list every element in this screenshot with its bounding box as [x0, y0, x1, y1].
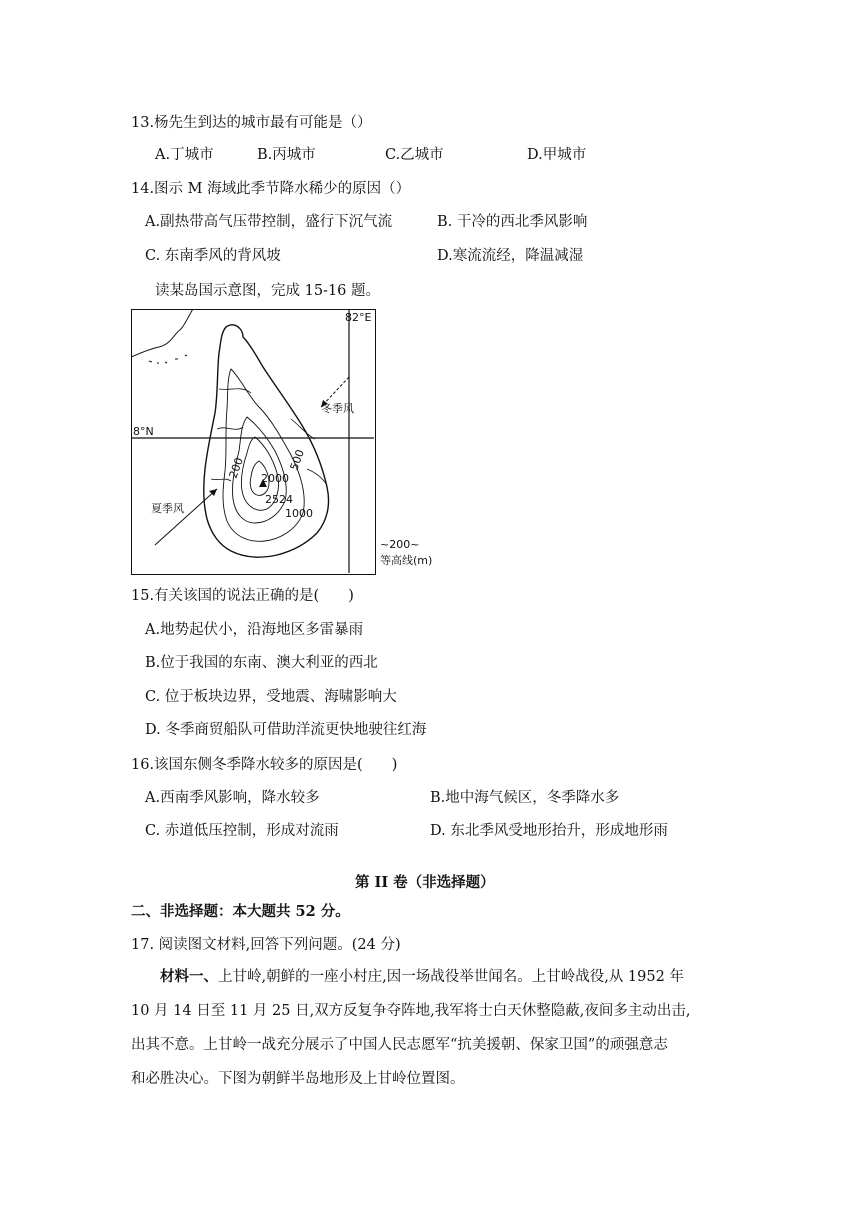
q15-option-a: A.地势起伏小，沿海地区多雷暴雨 — [145, 622, 364, 638]
q17-material-label: 材料一、 — [160, 968, 218, 985]
contour-500-label: 500 — [287, 447, 308, 473]
q13-option-d: D.甲城市 — [527, 147, 587, 163]
map-legend-label: 等高线(m) — [380, 554, 433, 567]
q14-option-c: C. 东南季风的背风坡 — [145, 248, 281, 264]
q14-option-b: B. 干冷的西北季风影响 — [437, 214, 588, 230]
peak-label: 2524 — [265, 493, 293, 506]
section2-heading: 二、非选择题：本大题共 52 分。 — [131, 903, 350, 920]
contour-1000-label: 1000 — [285, 507, 313, 520]
q16-option-a: A.西南季风影响，降水较多 — [145, 790, 320, 806]
latitude-label: 8°N — [133, 425, 154, 438]
q15-option-c: C. 位于板块边界，受地震、海啸影响大 — [145, 689, 397, 705]
q16-stem: 16.该国东侧冬季降水较多的原因是( ) — [131, 757, 398, 773]
q17-stem: 17. 阅读图文材料,回答下列问题。(24 分) — [131, 937, 401, 953]
q13-option-c: C.乙城市 — [385, 147, 444, 163]
contour-200-label: 200 — [226, 455, 247, 481]
q17-material-text-1: 上甘岭,朝鲜的一座小村庄,因一场战役举世闻名。上甘岭战役,从 1952 年 — [218, 969, 684, 985]
winter-monsoon-label: 冬季风 — [321, 402, 354, 415]
section2-title: 第 II 卷（非选择题） — [355, 874, 495, 891]
q17-material-line-2: 10 月 14 日至 11 月 25 日,双方反复争夺阵地,我军将士白天休整隐蔽,夜间多主动出击, — [131, 1003, 691, 1019]
q17-material-line-3: 出其不意。上甘岭一战充分展示了中国人民志愿军“抗美援朝、保家卫国”的顽强意志 — [131, 1037, 668, 1053]
summer-monsoon-arrow — [155, 489, 217, 545]
map-legend-symbol: ~200~ — [380, 538, 420, 551]
q15-option-b: B.位于我国的东南、澳大利亚的西北 — [145, 655, 378, 671]
q17-material-line-1 — [160, 967, 684, 987]
q16-option-d: D. 东北季风受地形抬升，形成地形雨 — [430, 823, 668, 839]
q13-option-a: A.丁城市 — [155, 147, 214, 163]
q17-material-line-4: 和必胜决心。下图为朝鲜半岛地形及上甘岭位置图。 — [131, 1071, 465, 1087]
islands — [149, 355, 187, 363]
q14-option-a: A.副热带高气压带控制，盛行下沉气流 — [145, 214, 393, 230]
longitude-label: 82°E — [345, 311, 372, 324]
q15-stem: 15.有关该国的说法正确的是( ) — [131, 588, 354, 604]
q13-stem: 13.杨先生到达的城市最有可能是（） — [131, 115, 372, 131]
contour-2000-label: 2000 — [261, 472, 289, 485]
summer-monsoon-label: 夏季风 — [151, 502, 184, 515]
island-outline — [204, 325, 329, 557]
intro-15-16: 读某岛国示意图，完成 15-16 题。 — [155, 283, 381, 299]
q16-option-b: B.地中海气候区，冬季降水多 — [430, 790, 620, 806]
mainland-coastline — [131, 309, 193, 357]
q13-option-b: B.丙城市 — [257, 147, 316, 163]
q16-option-c: C. 赤道低压控制，形成对流雨 — [145, 823, 339, 839]
q14-option-d: D.寒流流经，降温减湿 — [437, 248, 584, 264]
island-map — [131, 309, 374, 573]
q14-stem: 14.图示 M 海域此季节降水稀少的原因（） — [131, 181, 411, 197]
q15-option-d: D. 冬季商贸船队可借助洋流更快地驶往红海 — [145, 722, 427, 738]
